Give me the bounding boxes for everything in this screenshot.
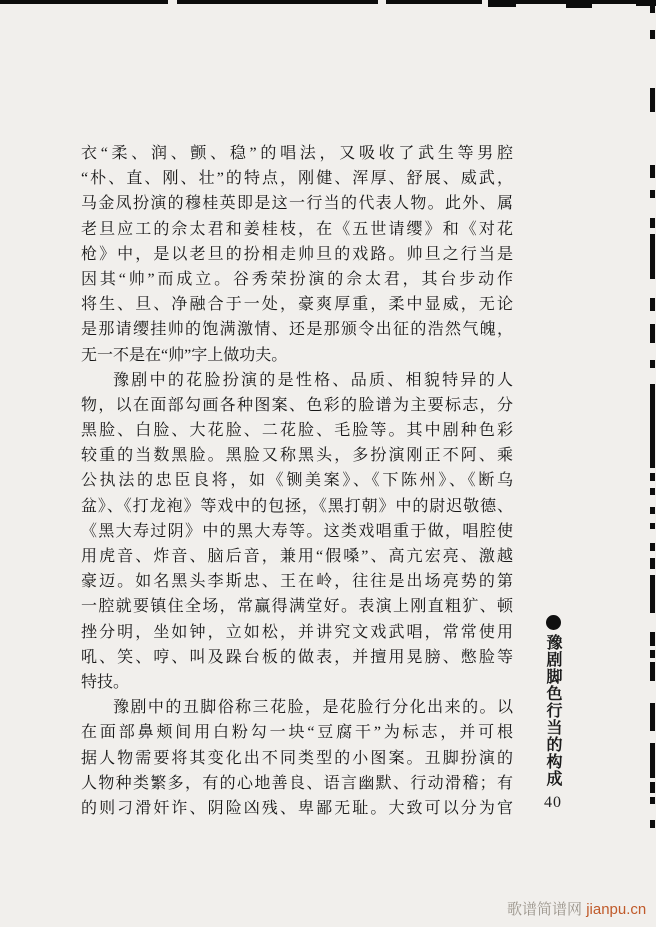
scan-edge-mark [650,384,655,468]
scan-edge-mark [650,543,655,551]
scan-edge-mark [650,662,655,681]
text-line: 枪》中，是以老旦的扮相走帅旦的戏路。帅旦之行当是 [81,245,513,263]
text-line: 盆》、《打龙袍》等戏中的包拯，《黑打朝》中的尉迟敬德、 [81,497,513,515]
body-text [81,141,513,821]
text-line: 人物种类繁多，有的心地善良、语言幽默、行动滑稽；有 [81,774,513,792]
text-line: 较重的当数黑脸。黑脸又称黑头，多扮演刚正不阿、乘 [81,447,513,465]
scan-edge-mark [650,523,655,529]
text-line: 物，以在面部勾画各种图案、色彩的脸谱为主要标志，分 [81,396,513,414]
text-line: 黑脸、白脸、大花脸、二花脸、毛脸等。其中剧种色彩 [81,422,513,440]
text-line: 因其“帅”而成立。谷秀荣扮演的佘太君，其台步动作 [81,270,513,288]
scan-edge-mark [650,558,655,569]
margin-title-vertical: 豫剧脚色行当的构成 [544,634,561,787]
scan-edge-mark [650,165,655,178]
scan-edge-mark [650,632,655,646]
text-line: 公执法的忠臣良将，如《铡美案》、《下陈州》、《断乌 [81,472,513,490]
text-line: 吼、笑、哼、叫及跺台板的做表，并擅用晃膀、憋脸等 [81,648,513,666]
text-line: 衣“柔、润、颤、稳”的唱法，又吸收了武生等男腔 [81,145,513,162]
scan-edge-mark [650,190,655,198]
scan-edge-mark [650,488,655,495]
scan-edge-mark [650,218,655,228]
scan-edge-mark [650,507,655,514]
scan-edge-mark [650,782,655,793]
section-marker-dot-icon [546,615,561,630]
text-line: 豪迈。如名黑头李斯忠、王在岭，往往是出场亮势的第 [81,573,513,591]
watermark [507,898,646,919]
scan-edge-mark [650,797,655,804]
scan-edge-mark [650,703,655,731]
text-line: 特技。 [81,673,130,691]
scan-edge-mark [650,820,655,828]
scan-edge-mark [650,324,655,343]
scan-edge-mark [650,473,655,481]
text-line: 老旦应工的佘太君和姜桂枝，在《五世请缨》和《对花 [81,220,513,238]
text-line: 挫分明，坐如钟，立如松，并讲究文戏武唱，常常使用 [81,623,513,641]
text-line: 在面部鼻颊间用白粉勾一块“豆腐干”为标志，并可根 [81,724,513,742]
text-line: 豫剧中的丑脚俗称三花脸，是花脸行分化出来的。以 [113,699,513,717]
scan-edge-mark [650,2,655,13]
text-line: 马金凤扮演的穆桂英即是这一行当的代表人物。此外、属 [81,195,513,213]
scan-edge-mark [650,650,655,658]
text-line: 一腔就要镇住全场，常赢得满堂好。表演上刚直粗犷、顿 [81,598,513,616]
text-line: 的则刁滑奸诈、阴险凶残、卑鄙无耻。大致可以分为官 [81,799,513,817]
text-line: 是那请缨挂帅的饱满激情、还是那颁令出征的浩然气魄， [81,321,513,339]
text-line: 据人物需要将其变化出不同类型的小图案。丑脚扮演的 [81,749,513,767]
scan-edge-top-bar [0,0,656,4]
text-line: 无一不是在“帅”字上做功夫。 [81,346,288,364]
text-line: 《黑大寿过阴》中的黑大寿等。这类戏唱重于做，唱腔使 [81,522,513,540]
watermark-site-url: jianpu.cn [586,901,647,918]
text-line: “朴、直、刚、壮”的特点，刚健、浑厚、舒展、威武， [81,170,513,188]
text-line: 将生、旦、净融合于一处，豪爽厚重，柔中显威，无论 [81,296,513,314]
scan-edge-mark [650,360,655,368]
scan-edge-mark [650,298,655,311]
scan-edge-mark [650,575,655,613]
scan-edge-mark [650,88,655,112]
page-number: 40 [544,794,562,811]
text-line: 用虎音、炸音、脑后音，兼用“假嗓”、高亢宏亮、激越 [81,548,513,565]
text-line: 豫剧中的花脸扮演的是性格、品质、相貌特异的人 [113,371,513,389]
watermark-site-name: 歌谱简谱网 [507,901,583,918]
scan-edge-mark [650,743,655,778]
scan-edge-mark [650,234,655,279]
scan-edge-mark [650,30,655,39]
